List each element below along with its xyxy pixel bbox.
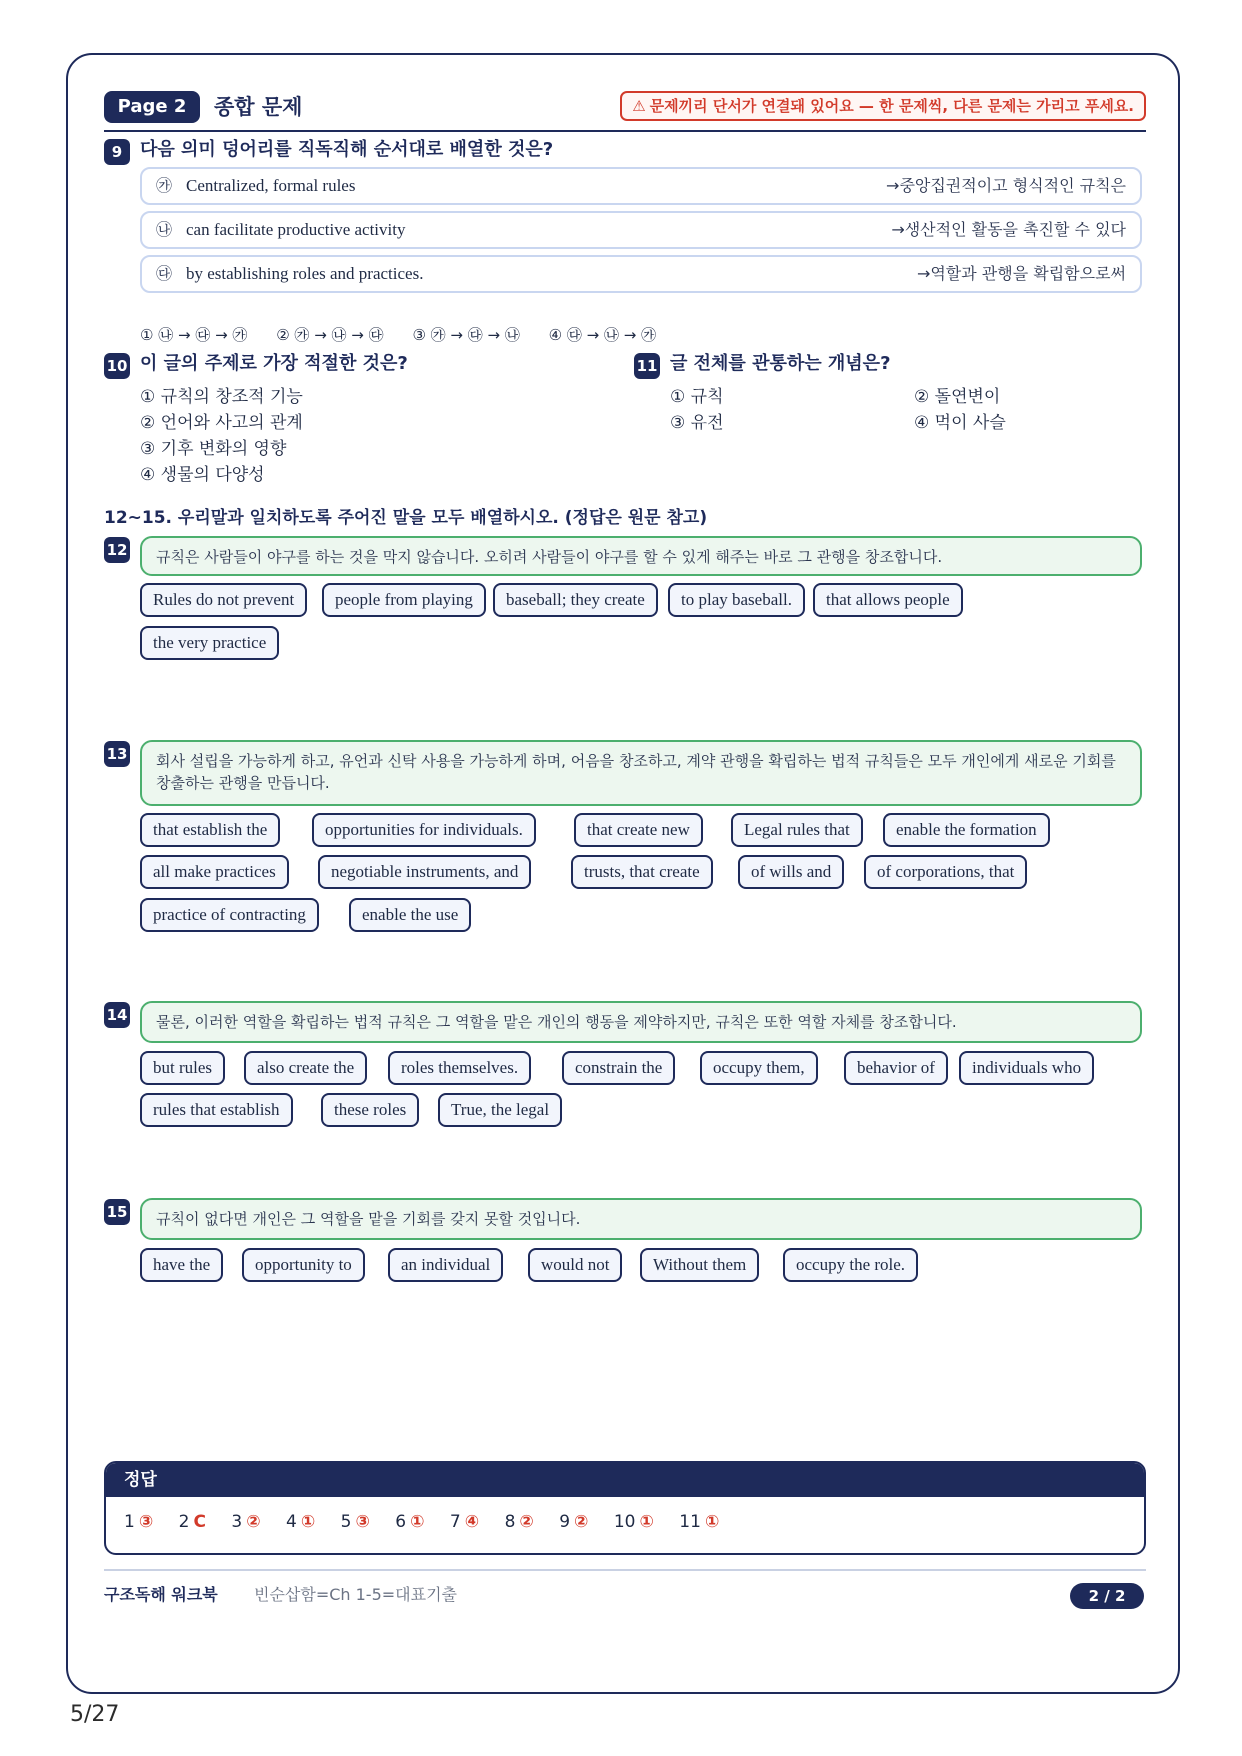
word-tile[interactable]: opportunities for individuals. bbox=[312, 813, 536, 847]
question-text: 글 전체를 관통하는 개념은? bbox=[670, 353, 891, 374]
chunk-box bbox=[140, 211, 1142, 249]
answer-item: 11 ① bbox=[679, 1512, 720, 1532]
answer-item: 9 ② bbox=[559, 1512, 589, 1532]
question-number: 11 bbox=[634, 353, 660, 379]
word-tile[interactable]: negotiable instruments, and bbox=[318, 855, 531, 889]
korean-sentence: 규칙은 사람들이 야구를 하는 것을 막지 않습니다. 오히려 사람들이 야구를 할 수 있게 해주는 바로 그 관행을 창조합니다. bbox=[140, 536, 1142, 576]
word-tile[interactable]: have the bbox=[140, 1248, 223, 1282]
word-tile[interactable]: baseball; they create bbox=[493, 583, 658, 617]
word-tile[interactable]: an individual bbox=[388, 1248, 503, 1282]
word-tile[interactable]: but rules bbox=[140, 1051, 225, 1085]
footer-page-indicator: 2 / 2 bbox=[1070, 1583, 1144, 1609]
page-label: Page 2 bbox=[104, 91, 200, 123]
chunk-korean: →중앙집권적이고 형식적인 규칙은 bbox=[886, 176, 1126, 195]
korean-sentence: 물론, 이러한 역할을 확립하는 법적 규칙은 그 역할을 맡은 개인의 행동을 제약하지만, 규칙은 또한 역할 자체를 창조합니다. bbox=[140, 1001, 1142, 1043]
word-tile[interactable]: of wills and bbox=[738, 855, 844, 889]
word-tile[interactable]: practice of contracting bbox=[140, 898, 319, 932]
section-instruction: 12~15. 우리말과 일치하도록 주어진 말을 모두 배열하시오. (정답은 원문 참고) bbox=[104, 508, 708, 528]
word-tile[interactable]: people from playing bbox=[322, 583, 486, 617]
word-tile[interactable]: these roles bbox=[321, 1093, 419, 1127]
word-tile[interactable]: trusts, that create bbox=[571, 855, 713, 889]
answer-item: 3 ② bbox=[231, 1512, 261, 1532]
footer-divider bbox=[104, 1569, 1146, 1571]
word-tile[interactable]: would not bbox=[528, 1248, 622, 1282]
chunk-english: Centralized, formal rules bbox=[186, 176, 356, 195]
option-1[interactable]: ① 규칙의 창조적 기능 bbox=[140, 387, 303, 407]
word-tile[interactable]: individuals who bbox=[959, 1051, 1094, 1085]
answer-key-title: 정답 bbox=[106, 1463, 1144, 1497]
chunk-box bbox=[140, 255, 1142, 293]
word-tile[interactable]: occupy them, bbox=[700, 1051, 818, 1085]
answer-item: 10 ① bbox=[613, 1512, 654, 1532]
option-3[interactable]: ③ ㉮ → ㉰ → ㉯ bbox=[412, 326, 520, 344]
question-number: 14 bbox=[104, 1002, 130, 1028]
question-number: 15 bbox=[104, 1199, 130, 1225]
question-number: 13 bbox=[104, 741, 130, 767]
word-tile[interactable]: all make practices bbox=[140, 855, 289, 889]
word-tile[interactable]: occupy the role. bbox=[783, 1248, 918, 1282]
page-header bbox=[104, 91, 1146, 125]
option-1[interactable]: ① 규칙 bbox=[670, 387, 724, 407]
option-2[interactable]: ② ㉮ → ㉯ → ㉰ bbox=[276, 326, 384, 344]
chunk-marker: ㉯ bbox=[156, 220, 173, 239]
warning-icon: ⚠ bbox=[632, 97, 646, 115]
option-4[interactable]: ④ 생물의 다양성 bbox=[140, 465, 265, 485]
korean-sentence: 회사 설립을 가능하게 하고, 유언과 신탁 사용을 가능하게 하며, 어음을 창조하고, 계약 관행을 확립하는 법적 규칙들은 모두 개인에게 새로운 기회를 창출하는 관행을 만듭니다. bbox=[140, 740, 1142, 806]
chunk-korean: →생산적인 활동을 촉진할 수 있다 bbox=[891, 220, 1126, 239]
word-tile[interactable]: that create new bbox=[574, 813, 703, 847]
question-number: 10 bbox=[104, 353, 130, 379]
option-3[interactable]: ③ 유전 bbox=[670, 413, 724, 433]
option-4[interactable]: ④ 먹이 사슬 bbox=[914, 413, 1006, 433]
korean-sentence: 규칙이 없다면 개인은 그 역할을 맡을 기회를 갖지 못할 것입니다. bbox=[140, 1198, 1142, 1240]
option-4[interactable]: ④ ㉰ → ㉯ → ㉮ bbox=[548, 326, 657, 344]
option-2[interactable]: ② 돌연변이 bbox=[914, 387, 1001, 407]
option-1[interactable]: ① ㉯ → ㉰ → ㉮ bbox=[140, 326, 248, 344]
word-tile[interactable]: to play baseball. bbox=[668, 583, 805, 617]
answer-key bbox=[104, 1461, 1146, 1555]
question-text: 다음 의미 덩어리를 직독직해 순서대로 배열한 것은? bbox=[140, 139, 554, 160]
word-tile[interactable]: rules that establish bbox=[140, 1093, 293, 1127]
option-2[interactable]: ② 언어와 사고의 관계 bbox=[140, 413, 303, 433]
chunk-korean: →역할과 관행을 확립함으로써 bbox=[916, 264, 1126, 283]
warning-banner bbox=[620, 91, 1146, 121]
warning-text: 문제끼리 단서가 연결돼 있어요 — 한 문제씩, 다른 문제는 가리고 푸세요. bbox=[649, 97, 1134, 115]
footer-title: 구조독해 워크북 bbox=[104, 1585, 218, 1604]
worksheet-page bbox=[66, 53, 1180, 1694]
word-tile[interactable]: that establish the bbox=[140, 813, 280, 847]
chunk-box bbox=[140, 167, 1142, 205]
chunk-marker: ㉰ bbox=[156, 264, 173, 283]
answer-item: 6 ① bbox=[395, 1512, 425, 1532]
question-number: 9 bbox=[104, 139, 130, 165]
document-page-count: 5/27 bbox=[70, 1702, 120, 1727]
answer-item: 8 ② bbox=[504, 1512, 534, 1532]
word-tile[interactable]: enable the use bbox=[349, 898, 471, 932]
footer-subtitle: 빈순삽함=Ch 1-5=대표기출 bbox=[254, 1585, 457, 1604]
question-text: 이 글의 주제로 가장 적절한 것은? bbox=[140, 353, 408, 374]
answer-item: 7 ④ bbox=[449, 1512, 480, 1532]
word-tile[interactable]: opportunity to bbox=[242, 1248, 365, 1282]
option-3[interactable]: ③ 기후 변화의 영향 bbox=[140, 439, 287, 459]
word-tile[interactable]: Without them bbox=[640, 1248, 759, 1282]
word-tile[interactable]: of corporations, that bbox=[864, 855, 1027, 889]
answer-item: 2 C bbox=[178, 1512, 206, 1532]
word-tile[interactable]: True, the legal bbox=[438, 1093, 562, 1127]
chunk-english: by establishing roles and practices. bbox=[186, 264, 424, 283]
word-tile[interactable]: Legal rules that bbox=[731, 813, 863, 847]
answer-item: 5 ③ bbox=[340, 1512, 370, 1532]
answer-item: 1 ③ bbox=[124, 1512, 154, 1532]
word-tile[interactable]: enable the formation bbox=[883, 813, 1050, 847]
answer-options bbox=[140, 323, 680, 347]
word-tile[interactable]: roles themselves. bbox=[388, 1051, 531, 1085]
chunk-marker: ㉮ bbox=[156, 176, 173, 195]
word-tile[interactable]: constrain the bbox=[562, 1051, 675, 1085]
word-tile[interactable]: the very practice bbox=[140, 626, 279, 660]
word-tile[interactable]: that allows people bbox=[813, 583, 963, 617]
answer-key-row bbox=[124, 1507, 739, 1537]
answer-item: 4 ① bbox=[286, 1512, 316, 1532]
header-divider bbox=[104, 130, 1146, 132]
page-title: 종합 문제 bbox=[214, 95, 303, 119]
word-tile[interactable]: behavior of bbox=[844, 1051, 948, 1085]
chunk-english: can facilitate productive activity bbox=[186, 220, 406, 239]
word-tile[interactable]: Rules do not prevent bbox=[140, 583, 307, 617]
question-number: 12 bbox=[104, 537, 130, 563]
word-tile[interactable]: also create the bbox=[244, 1051, 367, 1085]
